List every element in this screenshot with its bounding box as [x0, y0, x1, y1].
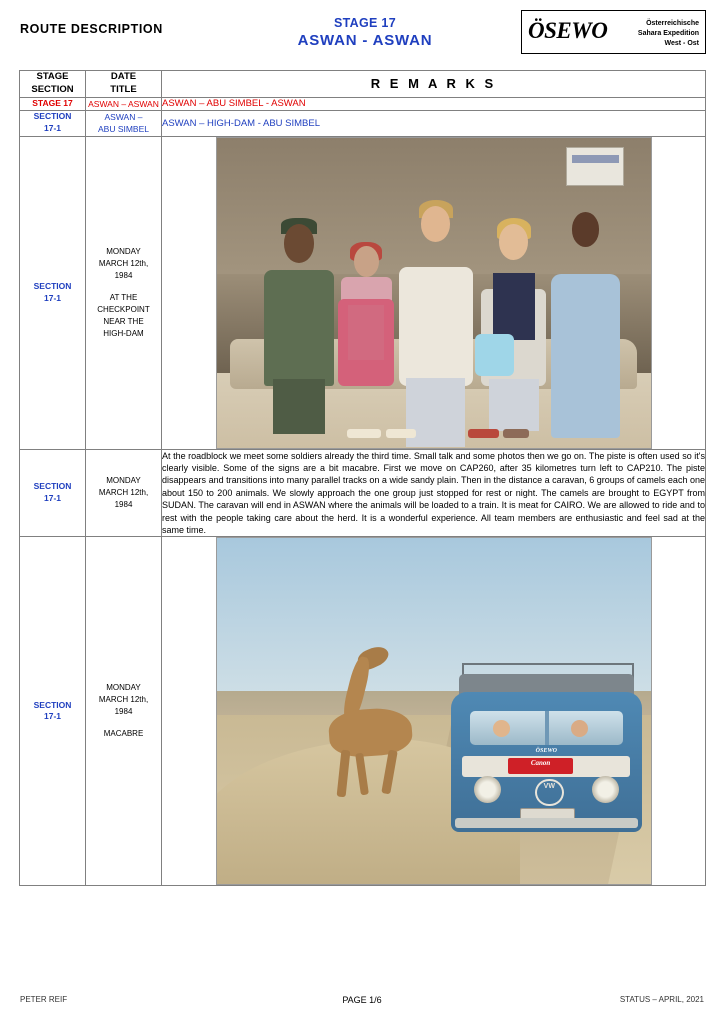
- date-line3: 1984: [114, 270, 133, 280]
- section-word: SECTION: [33, 481, 72, 492]
- row-section-label: [20, 449, 86, 537]
- photo-shoe: [468, 429, 498, 438]
- figure-soldier: [264, 224, 333, 385]
- figure-body: [264, 270, 333, 386]
- header-date-label: DATE: [110, 71, 137, 82]
- bus-bumper: [455, 818, 638, 828]
- row-stage-title: ASWAN – ASWAN: [86, 97, 162, 110]
- photo-cell-macabre: [162, 537, 706, 886]
- photo-macabre-bus: [216, 537, 652, 885]
- row-section-label: [20, 110, 86, 136]
- route-description-table: [19, 70, 706, 886]
- photo-wall-poster: [566, 147, 624, 186]
- bus-passenger-face: [493, 720, 510, 737]
- section-number: 17-1: [43, 711, 61, 722]
- row-section-label: [20, 537, 86, 886]
- bus-canon-sticker: Canon: [508, 758, 573, 773]
- table-row: [20, 110, 706, 136]
- section-word: SECTION: [33, 280, 72, 291]
- bus-driver-face: [571, 720, 588, 737]
- section-word: SECTION: [33, 699, 72, 710]
- row-date-title: [86, 537, 162, 886]
- figure-head: [499, 224, 528, 259]
- camel-carcass: [321, 656, 425, 794]
- figure-blue-bag: [475, 334, 514, 376]
- bus-windshield-divider: [545, 711, 549, 745]
- osewo-logo: [521, 10, 706, 54]
- camel-leg: [337, 750, 351, 798]
- figure-body: [399, 267, 473, 386]
- header-cell-stage-section: [20, 71, 86, 98]
- figure-legs: [273, 379, 326, 434]
- photo-shoe: [503, 429, 529, 438]
- page-header: [0, 0, 724, 66]
- header-route: ASWAN - ASWAN: [297, 32, 433, 49]
- page-footer: [0, 995, 724, 1011]
- spacer: [86, 718, 161, 728]
- spacer: [86, 282, 161, 292]
- camel-leg: [381, 750, 398, 795]
- title-line1: AT THE: [109, 292, 138, 302]
- section-title-line2: ABU SIMBEL: [97, 124, 150, 135]
- table-row: [20, 97, 706, 110]
- bus-body: [451, 692, 642, 832]
- header-stage: STAGE 17: [334, 16, 396, 30]
- title-line2: CHECKPOINT: [97, 304, 150, 314]
- figure-man-white: [399, 206, 473, 386]
- row-section-label: [20, 136, 86, 449]
- row-section-title: [86, 110, 162, 136]
- date-line1: MONDAY: [106, 475, 141, 485]
- table-row: [20, 537, 706, 886]
- date-line3: 1984: [114, 499, 133, 509]
- bus-osewo-label: ÖSEWO: [535, 747, 558, 754]
- date-line1: MONDAY: [106, 683, 141, 693]
- row-date: [86, 449, 162, 537]
- bus-headlight-left: [474, 776, 501, 803]
- header-section-label: SECTION: [31, 83, 74, 95]
- figure-legs: [489, 379, 538, 431]
- logo-name: ÖSEWO: [528, 18, 608, 43]
- figure-vest: [493, 273, 535, 341]
- figure-dungarees: [348, 305, 384, 361]
- photo-shoe: [347, 429, 382, 438]
- page-title: ROUTE DESCRIPTION: [20, 22, 163, 36]
- footer-author: PETER REIF: [20, 995, 68, 1004]
- section-number: 17-1: [43, 292, 61, 303]
- date-line2: MARCH 12th,: [98, 695, 149, 705]
- figure-robe: [551, 274, 620, 437]
- date-line2: MARCH 12th,: [98, 487, 149, 497]
- vw-bus: [451, 666, 642, 846]
- title-line1: MACABRE: [103, 729, 144, 739]
- date-line2: MARCH 12th,: [98, 258, 149, 268]
- title-line4: HIGH-DAM: [103, 328, 144, 338]
- figure-head: [421, 206, 451, 242]
- header-cell-date-title: [86, 71, 162, 98]
- camel-body: [327, 706, 413, 759]
- table-header-row: [20, 71, 706, 98]
- header-cell-remarks: R E M A R K S: [162, 71, 706, 98]
- photo-cell-checkpoint: [162, 136, 706, 449]
- section-number: 17-1: [43, 492, 61, 503]
- photo-checkpoint-group: [216, 137, 652, 449]
- date-line1: MONDAY: [106, 246, 141, 256]
- header-stage-label: STAGE: [36, 71, 69, 82]
- header-title-label: TITLE: [110, 83, 137, 95]
- table-row: [20, 136, 706, 449]
- section-word: SECTION: [33, 111, 72, 122]
- section-title-line1: ASWAN –: [104, 111, 143, 122]
- footer-status: STATUS – APRIL, 2021: [619, 995, 704, 1004]
- figure-head: [572, 212, 600, 247]
- figure-head: [284, 224, 315, 263]
- header-center: [240, 16, 490, 49]
- title-line3: NEAR THE: [103, 316, 144, 326]
- logo-subtitle: [638, 19, 699, 49]
- logo-sub-line2: Sahara Expedition: [637, 30, 699, 38]
- table-row: [20, 449, 706, 537]
- camel-leg: [355, 753, 369, 795]
- row-stage-label: STAGE 17: [20, 97, 86, 110]
- figure-woman-vest: [481, 224, 546, 385]
- section-number: 17-1: [43, 123, 61, 134]
- vw-emblem-icon: [535, 779, 564, 807]
- bus-headlight-right: [592, 776, 619, 803]
- row-date-title: [86, 136, 162, 449]
- logo-sub-line3: West - Ost: [664, 40, 699, 48]
- figure-head: [354, 246, 379, 277]
- row-stage-remarks: ASWAN – ABU SIMBEL - ASWAN: [162, 97, 706, 110]
- figure-woman-pink: [338, 246, 394, 386]
- footer-page-number: PAGE 1/6: [342, 995, 382, 1005]
- row-section-remarks: ASWAN – HIGH-DAM - ABU SIMBEL: [162, 110, 706, 136]
- row-body-text: At the roadblock we meet some soldiers already the third time. Small talk and some photos then we go on. The piste is often used so it's clearly visible. Some of the signs are a bit macabre. First we move on CAP260, after 35 kilometres turn left to CAP210. The piste disappears and transitions into many parallel tracks on a wide sandy plain. Then in the distance a caravan, 6 groups of camels each one about 150 to 200 animals. We slowly approach the one group just stopped for rest or night. The camels are brought to EGYPT from SUDAN. The caravan will end in ASWAN where the animals will be loaded to a train. It is meat for CAIRO. We are allowed to ride and to rest with the people taking care about the herd. It is a wonderful experience. All team members are enthusiastic and feel sad at the same time.: [162, 450, 705, 535]
- logo-sub-line1: Österreichische: [646, 20, 699, 27]
- figure-man-robe: [551, 212, 620, 386]
- date-line3: 1984: [114, 707, 133, 717]
- photo-shoe: [386, 429, 416, 438]
